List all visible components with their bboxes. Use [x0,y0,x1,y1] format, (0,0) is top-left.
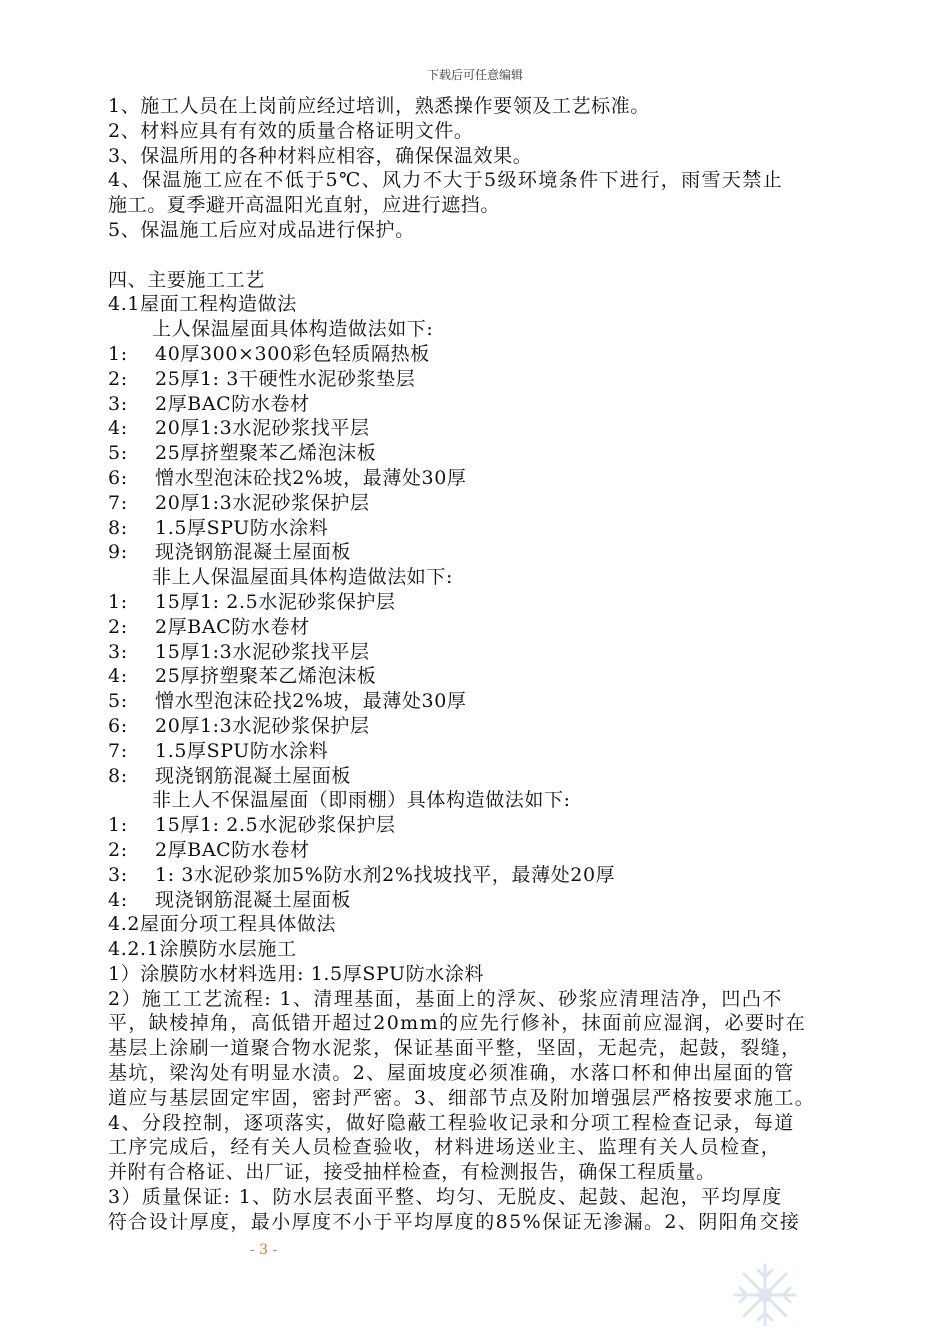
layer-text: 1.5厚SPU防水涂料 [155,516,329,539]
list-item-continuation: 施工。夏季避开高温阳光直射，应进行遮挡。 [108,194,501,217]
layer-item [108,714,868,739]
layer-number: 2: [108,367,128,390]
faint-watermark-blot [232,590,292,616]
list-item: 2、材料应具有有效的质量合格证明文件。 [108,119,474,142]
layer-number: 1: [108,814,128,837]
layer-text: 40厚300×300彩色轻质隔热板 [155,342,430,365]
layer-item [108,516,868,541]
layer-item [108,590,868,615]
layer-text: 现浇钢筋混凝土屋面板 [155,888,352,911]
layer-item [108,689,868,714]
layer-number: 1: [108,590,128,613]
paragraph-line: 符合设计厚度，最小厚度不小于平均厚度的85%保证无渗漏。2、阴阳角交接 [108,1210,801,1233]
document-body [108,94,868,1235]
page-number: - 3 - [250,1242,278,1258]
layer-number: 6: [108,466,128,489]
layer-number: 9: [108,541,128,564]
layer-number: 3: [108,392,128,415]
snowflake-watermark-icon [730,1260,800,1330]
paragraph-line: 并附有合格证、出厂证，接受抽样检查，有检测报告，确保工程质量。 [108,1161,716,1184]
spacer [108,243,868,268]
layer-item [108,466,868,491]
layer-number: 4: [108,888,128,911]
group-heading: 上人保温屋面具体构造做法如下: [152,318,434,341]
layer-number: 7: [108,739,128,762]
layer-text: 1.5厚SPU防水涂料 [155,739,329,762]
layer-number: 3: [108,640,128,663]
layer-item [108,813,868,838]
layer-text: 现浇钢筋混凝土屋面板 [155,764,352,787]
layer-item [108,838,868,863]
layer-text: 15厚1: 2.5水泥砂浆保护层 [155,814,396,837]
layer-text: 憎水型泡沫砼找2%坡，最薄处30厚 [155,690,467,713]
subsection-title: 4.2屋面分项工程具体做法 [108,913,337,936]
layer-item [108,342,868,367]
subsection-title: 4.2.1涂膜防水层施工 [108,938,297,961]
layer-number: 5: [108,690,128,713]
paragraph-line: 4、分段控制，逐项落实，做好隐蔽工程验收记录和分项工程检查记录，每道 [108,1111,795,1134]
layer-text: 20厚1:3水泥砂浆保护层 [155,714,370,737]
layer-item [108,416,868,441]
layer-number: 6: [108,714,128,737]
section-title: 四、主要施工工艺 [108,268,265,291]
paragraph-line: 基坑，梁沟处有明显水渍。2、屋面坡度必须准确，水落口杯和伸出屋面的管 [108,1062,795,1085]
layer-number: 1: [108,342,128,365]
layer-item [108,664,868,689]
layer-text: 2厚BAC防水卷材 [155,392,310,415]
paragraph-line: 道应与基层固定牢固，密封严密。3、细部节点及附加增强层严格按要求施工。 [108,1086,816,1109]
layer-item [108,640,868,665]
layer-number: 4: [108,665,128,688]
subsection-title: 4.1屋面工程构造做法 [108,293,297,316]
layer-item [108,540,868,565]
paragraph-line: 工序完成后，经有关人员检查验收，材料进场送业主、监理有关人员检查， [108,1136,782,1159]
layer-number: 3: [108,863,128,886]
group-heading: 非上人保温屋面具体构造做法如下: [152,566,454,589]
layer-text: 2厚BAC防水卷材 [155,838,310,861]
layer-item [108,739,868,764]
layer-item [108,615,868,640]
paragraph-line: 平，缺棱掉角，高低错开超过20mm的应先行修补，抹面前应湿润，必要时在 [108,1012,807,1035]
layer-text: 1: 3水泥砂浆加5%防水剂2%找坡找平，最薄处20厚 [155,863,616,886]
layer-item [108,491,868,516]
layer-text: 现浇钢筋混凝土屋面板 [155,541,352,564]
header-note: 下载后可任意编辑 [426,68,523,82]
layer-text: 20厚1:3水泥砂浆找平层 [155,417,370,440]
layer-item [108,367,868,392]
list-item: 1、施工人员在上岗前应经过培训，熟悉操作要领及工艺标准。 [108,95,650,117]
layer-item [108,441,868,466]
list-item: 4、保温施工应在不低于5℃、风力不大于5级环境条件下进行，雨雪天禁止 [108,169,784,192]
layer-item [108,863,868,888]
layer-text: 25厚挤塑聚苯乙烯泡沫板 [155,442,377,465]
layer-number: 8: [108,764,128,787]
layer-number: 7: [108,491,128,514]
layer-text: 憎水型泡沫砼找2%坡，最薄处30厚 [155,466,467,489]
layer-item [108,888,868,913]
list-item: 3、保温所用的各种材料应相容，确保保温效果。 [108,144,533,167]
layer-text: 20厚1:3水泥砂浆保护层 [155,491,370,514]
layer-text: 2厚BAC防水卷材 [155,615,310,638]
layer-number: 5: [108,442,128,465]
group-heading: 非上人不保温屋面（即雨棚）具体构造做法如下: [152,789,571,812]
layer-number: 2: [108,615,128,638]
layer-text: 15厚1:3水泥砂浆找平层 [155,640,370,663]
layer-item [108,392,868,417]
paragraph-line: 基层上涂刷一道聚合物水泥浆，保证基面平整，坚固，无起壳，起鼓，裂缝， [108,1037,802,1060]
layer-number: 4: [108,417,128,440]
list-item: 5、保温施工后应对成品进行保护。 [108,218,415,241]
layer-text: 15厚1: 2.5水泥砂浆保护层 [155,590,396,613]
paragraph-line: 1）涂膜防水材料选用: 1.5厚SPU防水涂料 [108,962,485,985]
layer-text: 25厚挤塑聚苯乙烯泡沫板 [155,665,377,688]
layer-text: 25厚1: 3干硬性水泥砂浆垫层 [155,367,416,390]
paragraph-line: 2）施工工艺流程: 1、清理基面，基面上的浮灰、砂浆应清理洁净，凹凸不 [108,987,783,1010]
paragraph-line: 3）质量保证: 1、防水层表面平整、均匀、无脱皮、起鼓、起泡，平均厚度 [108,1186,783,1209]
layer-number: 2: [108,838,128,861]
layer-number: 8: [108,516,128,539]
layer-item [108,764,868,789]
